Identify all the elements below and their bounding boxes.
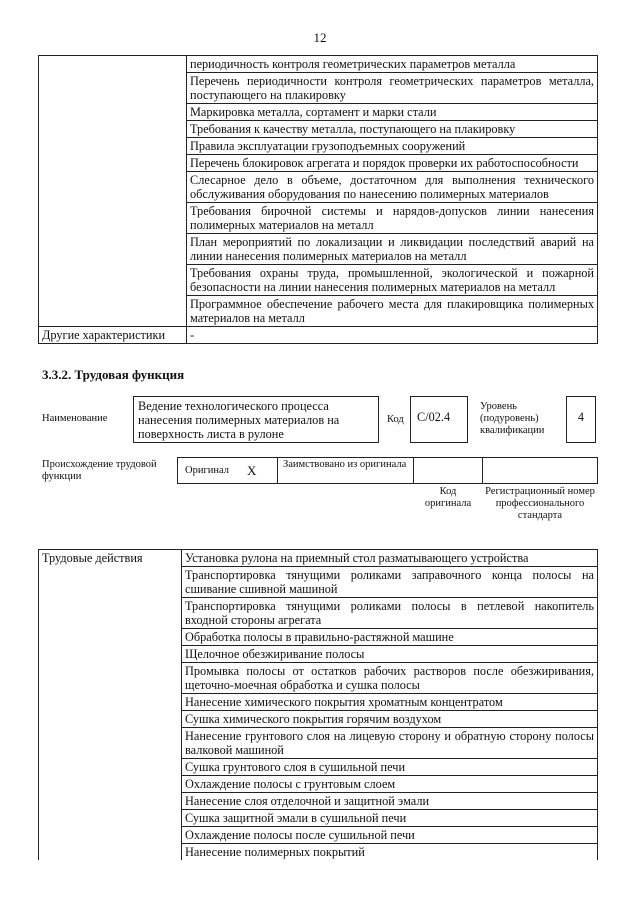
table-cell: Щелочное обезжиривание полосы	[182, 646, 598, 663]
table-cell: Охлаждение полосы после сушильной печи	[182, 827, 598, 844]
name-label: Наименование	[42, 413, 108, 424]
labor-actions-table	[38, 549, 598, 860]
other-characteristics-value: -	[187, 327, 598, 344]
function-code-box	[410, 396, 468, 443]
original-label: Оригинал	[185, 465, 229, 476]
table-cell: Сушка защитной эмали в сушильной печи	[182, 810, 598, 827]
table-cell: Нанесение слоя отделочной и защитной эмали	[182, 793, 598, 810]
code-label: Код	[387, 414, 404, 425]
table-cell: Нанесение полимерных покрытий	[182, 844, 598, 861]
table-row	[39, 327, 598, 344]
function-name-box	[133, 396, 379, 443]
borrowed-label: Заимствовано из оригинала	[283, 459, 407, 470]
table-cell: Слесарное дело в объеме, достаточном для выполнения технического обслуживания оборудования по нанесению полимерных материалов	[187, 172, 598, 203]
table-cell: План мероприятий по локализации и ликвидации последствий аварий на линии нанесения полимерных материалов на металл	[187, 234, 598, 265]
knowledge-table	[38, 55, 598, 344]
table-cell: Правила эксплуатации грузоподъемных сооружений	[187, 138, 598, 155]
table-row	[39, 550, 598, 567]
table-cell: Нанесение грунтового слоя на лицевую сторону и обратную сторону полосы валковой машиной	[182, 728, 598, 759]
function-name-value: Ведение технологического процесса нанесения полимерных материалов на поверхность листа в рулоне	[138, 399, 340, 441]
table-cell: Программное обеспечение рабочего места для плакировщика полимерных материалов на металл	[187, 296, 598, 327]
origin-code-cell	[413, 457, 483, 484]
table-left-cell	[39, 56, 187, 327]
table-cell: Сушка грунтового слоя в сушильной печи	[182, 759, 598, 776]
origin-reg-number-cell	[482, 457, 598, 484]
table-cell: Установка рулона на приемный стол разматывающего устройства	[182, 550, 598, 567]
function-code-value: C/02.4	[417, 410, 451, 424]
table-cell: Промывка полосы от остатков рабочих растворов после обезжиривания, щеточно-моечная обработка и сушка полосы	[182, 663, 598, 694]
origin-original-cell	[177, 457, 278, 484]
other-characteristics-label: Другие характеристики	[39, 327, 187, 344]
table-cell: Сушка химического покрытия горячим воздухом	[182, 711, 598, 728]
labor-actions-label: Трудовые действия	[39, 550, 182, 861]
qualification-level-box	[566, 396, 596, 443]
table-cell: Требования бирочной системы и нарядов-допусков линии нанесения полимерных материалов на металл	[187, 203, 598, 234]
qualification-level-value: 4	[577, 410, 585, 424]
table-cell: Требования к качеству металла, поступающего на плакировку	[187, 121, 598, 138]
table-cell: Перечень блокировок агрегата и порядок проверки их работоспособности	[187, 155, 598, 172]
table-cell: Транспортировка тянущими роликами заправочного конца полосы на сшивание сшивной машиной	[182, 567, 598, 598]
page-number: 12	[313, 30, 327, 45]
origin-borrowed-cell	[277, 457, 414, 484]
qualification-level-label: Уровень (подуровень) квалификации	[480, 401, 545, 436]
table-cell: Нанесение химического покрытия хроматным концентратом	[182, 694, 598, 711]
code-original-caption: Код оригинала	[424, 486, 472, 509]
section-title: 3.3.2. Трудовая функция	[42, 367, 185, 382]
table-cell: Обработка полосы в правильно-растяжной машине	[182, 629, 598, 646]
registration-number-caption: Регистрационный номер профессионального стандарта	[485, 486, 595, 521]
table-row	[39, 56, 598, 73]
table-cell: Маркировка металла, сортамент и марки стали	[187, 104, 598, 121]
table-cell: Требования охраны труда, промышленной, экологической и пожарной безопасности на линии нанесения полимерных материалов на металл	[187, 265, 598, 296]
origin-label: Происхождение трудовой функции	[42, 459, 157, 482]
table-cell: Охлаждение полосы с грунтовым слоем	[182, 776, 598, 793]
original-mark: X	[247, 463, 257, 478]
table-cell: Транспортировка тянущими роликами полосы в петлевой накопитель входной стороны агрегата	[182, 598, 598, 629]
table-cell: Перечень периодичности контроля геометрических параметров металла, поступающего на плакировку	[187, 73, 598, 104]
table-cell: периодичность контроля геометрических параметров металла	[187, 56, 598, 73]
